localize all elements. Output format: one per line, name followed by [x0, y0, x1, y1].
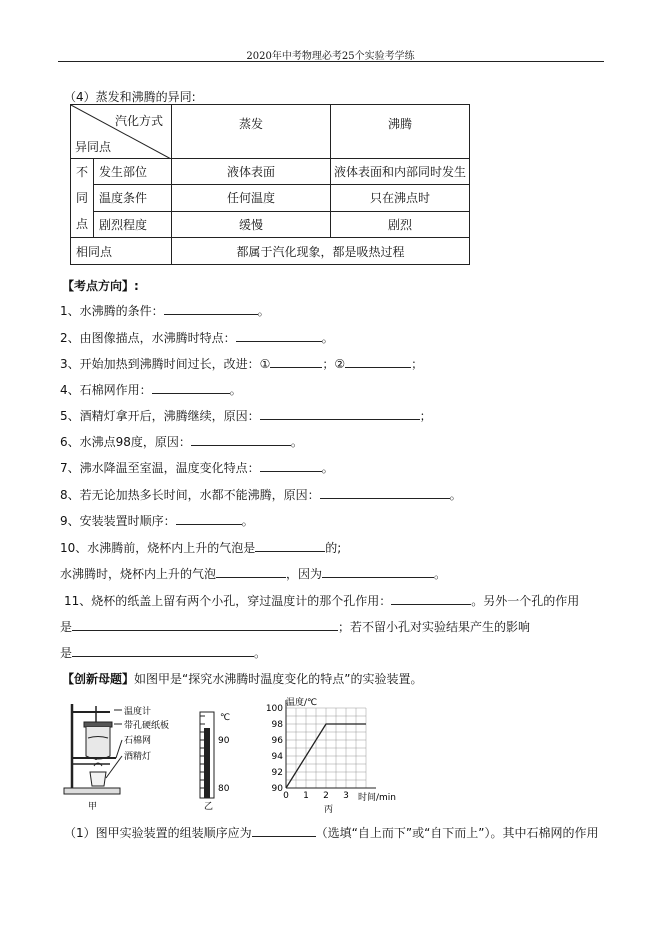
page-header: 2020年中考物理必考25个实验考学练: [246, 51, 415, 62]
table-cell: 任何温度: [172, 185, 331, 211]
question-text: 。: [434, 567, 447, 581]
table-caption: （4）蒸发和沸腾的异同:: [64, 90, 196, 104]
answer-blank[interactable]: [252, 824, 316, 837]
question-text: 。: [449, 488, 462, 502]
group-label-differences: [71, 159, 94, 238]
cardboard-lid: [84, 722, 112, 727]
answer-blank[interactable]: [176, 512, 242, 525]
chart-grid: [286, 708, 366, 788]
header-rule: [58, 61, 604, 62]
answer-blank[interactable]: [191, 433, 291, 446]
thermometer-figure: [186, 708, 246, 812]
question-text: ；②: [322, 357, 346, 371]
question-text: 。: [254, 646, 267, 660]
section-title-exam-points: 【考点方向】:: [62, 279, 139, 293]
answer-blank[interactable]: [255, 539, 325, 552]
question-11a: [64, 592, 579, 609]
question-final: [64, 824, 599, 841]
question-text: 。: [229, 383, 242, 397]
question-text: 5、酒精灯拿开后，沸腾继续，原因：: [60, 409, 260, 423]
thermometer-tick-label: 80: [218, 784, 230, 794]
chart-x-tick-label: 1: [303, 791, 309, 801]
chart-y-tick-label: 100: [265, 704, 283, 714]
apparatus-label: 带孔硬纸板: [124, 721, 170, 731]
question-text: 。: [257, 304, 270, 318]
stand-base: [64, 788, 120, 794]
question-3: [60, 355, 423, 372]
table-cell: 只在沸点时: [331, 185, 470, 211]
alcohol-lamp-icon: [90, 772, 106, 786]
answer-blank[interactable]: [391, 592, 471, 605]
answer-blank[interactable]: [260, 407, 420, 420]
answer-blank[interactable]: [72, 618, 338, 631]
row-label: 发生部位: [94, 159, 172, 185]
question-10a: [60, 539, 341, 556]
question-text: 。: [241, 514, 254, 528]
answer-blank[interactable]: [152, 381, 230, 394]
section-title-innovation: 【创新母题】: [62, 672, 135, 686]
question-text: ；: [411, 357, 424, 371]
question-text: ；若不留小孔对实验结果产生的影响: [338, 620, 531, 634]
question-text: 3、开始加热到沸腾时间过长，改进：①: [60, 357, 271, 371]
question-text: 是: [60, 620, 73, 634]
figure-caption-jia: 甲: [88, 802, 98, 812]
thermometer-tick-label: 90: [218, 736, 230, 746]
question-text: 2、由图像描点，水沸腾时特点：: [60, 331, 236, 345]
answer-blank[interactable]: [260, 459, 322, 472]
question-7: [60, 459, 334, 476]
question-11b: [60, 618, 530, 635]
apparatus-label: 酒精灯: [124, 752, 152, 762]
answer-blank[interactable]: [320, 486, 450, 499]
question-text: 10、水沸腾前，烧杯内上升的气泡是: [60, 541, 256, 555]
question-text: （选填“自上而下”或“自下而上”）。其中石棉网的作用: [315, 826, 599, 840]
question-text: 4、石棉网作用：: [60, 383, 152, 397]
chart-y-tick-label: 98: [271, 720, 283, 730]
answer-blank[interactable]: [236, 329, 322, 342]
question-text: ；: [419, 409, 432, 423]
section-innovation-intro: [62, 670, 422, 687]
group-label-char: 不: [75, 165, 88, 179]
same-row-label: 相同点: [71, 238, 172, 265]
beaker: [86, 727, 110, 759]
question-text: 9、安装装置时顺序：: [60, 514, 176, 528]
answer-blank[interactable]: [322, 565, 434, 578]
leader-line: [116, 740, 122, 758]
chart-y-ticks: [266, 704, 283, 794]
row-label: 剧烈程度: [94, 211, 172, 237]
table-cell: 剧烈: [331, 211, 470, 237]
answer-blank[interactable]: [345, 355, 411, 368]
answer-blank[interactable]: [216, 565, 286, 578]
chart-y-tick-label: 94: [271, 752, 283, 762]
column-header-evaporation: 蒸发: [172, 105, 331, 159]
question-6: [60, 433, 303, 450]
chart-x-tick-label: 0: [283, 791, 289, 801]
same-row-value: 都属于汽化现象，都是吸热过程: [172, 238, 470, 265]
question-11c: [60, 644, 266, 661]
corner-bottom-label: 异同点: [75, 140, 112, 154]
answer-blank[interactable]: [72, 644, 254, 657]
thermometer-unit: ℃: [220, 713, 231, 723]
question-text: 1、水沸腾的条件：: [60, 304, 164, 318]
question-text: 。另外一个孔的作用: [471, 594, 580, 608]
chart-x-ticks: [283, 791, 349, 801]
chart-y-tick-label: 96: [271, 736, 283, 746]
question-8: [60, 486, 462, 503]
question-text: 是: [60, 646, 73, 660]
question-10b: [60, 565, 446, 582]
table-cell: 缓慢: [172, 211, 331, 237]
table-cell: 液体表面和内部同时发生: [331, 159, 470, 185]
answer-blank[interactable]: [270, 355, 322, 368]
table-cell: 液体表面: [172, 159, 331, 185]
chart-x-tick-label: 3: [343, 791, 349, 801]
question-2: [60, 329, 334, 346]
apparatus-figure: [58, 700, 174, 812]
question-text: 。: [321, 461, 334, 475]
chart-axes: [286, 700, 376, 788]
answer-blank[interactable]: [164, 302, 258, 315]
chart-y-axis-label: 温度/℃: [286, 698, 318, 708]
question-9: [60, 512, 254, 529]
chart-y-tick-label: 92: [271, 768, 283, 778]
section-intro-text: 如图甲是“探究水沸腾时温度变化的特点”的实验装置。: [134, 672, 423, 686]
question-text: 8、若无论加热多长时间，水都不能沸腾，原因：: [60, 488, 320, 502]
question-1: [60, 302, 270, 319]
leader-line: [106, 756, 122, 778]
chart-y-tick-label: 90: [271, 784, 283, 794]
comparison-table: [70, 104, 470, 265]
chart-x-axis-label: 时间/min: [358, 793, 397, 803]
question-text: 6、水沸点98度，原因：: [60, 435, 191, 449]
table-corner-cell: [71, 105, 172, 159]
question-text: （1）图甲实验装置的组装顺序应为: [64, 826, 252, 840]
corner-top-label: 汽化方式: [115, 114, 164, 128]
question-text: 11、烧杯的纸盖上留有两个小孔，穿过温度计的那个孔作用：: [64, 594, 392, 608]
question-text: 的;: [325, 541, 342, 555]
question-5: [60, 407, 432, 424]
question-text: 水沸腾时，烧杯内上升的气泡: [60, 567, 217, 581]
group-label-char: 同: [75, 191, 88, 205]
question-text: 。: [290, 435, 303, 449]
question-text: 。: [321, 331, 334, 345]
figure-caption-bing: 丙: [324, 805, 334, 814]
chart-x-tick-label: 2: [323, 791, 329, 801]
question-text: ，因为: [286, 567, 323, 581]
apparatus-label: 石棉网: [124, 736, 152, 746]
apparatus-label: 温度计: [124, 707, 152, 717]
question-4: [60, 381, 242, 398]
column-header-boiling: 沸腾: [331, 105, 470, 159]
question-text: 7、沸水降温至室温，温度变化特点：: [60, 461, 260, 475]
temperature-time-chart: [262, 696, 412, 814]
figure-caption-yi: 乙: [204, 802, 214, 812]
row-label: 温度条件: [94, 185, 172, 211]
group-label-char: 点: [75, 217, 88, 231]
